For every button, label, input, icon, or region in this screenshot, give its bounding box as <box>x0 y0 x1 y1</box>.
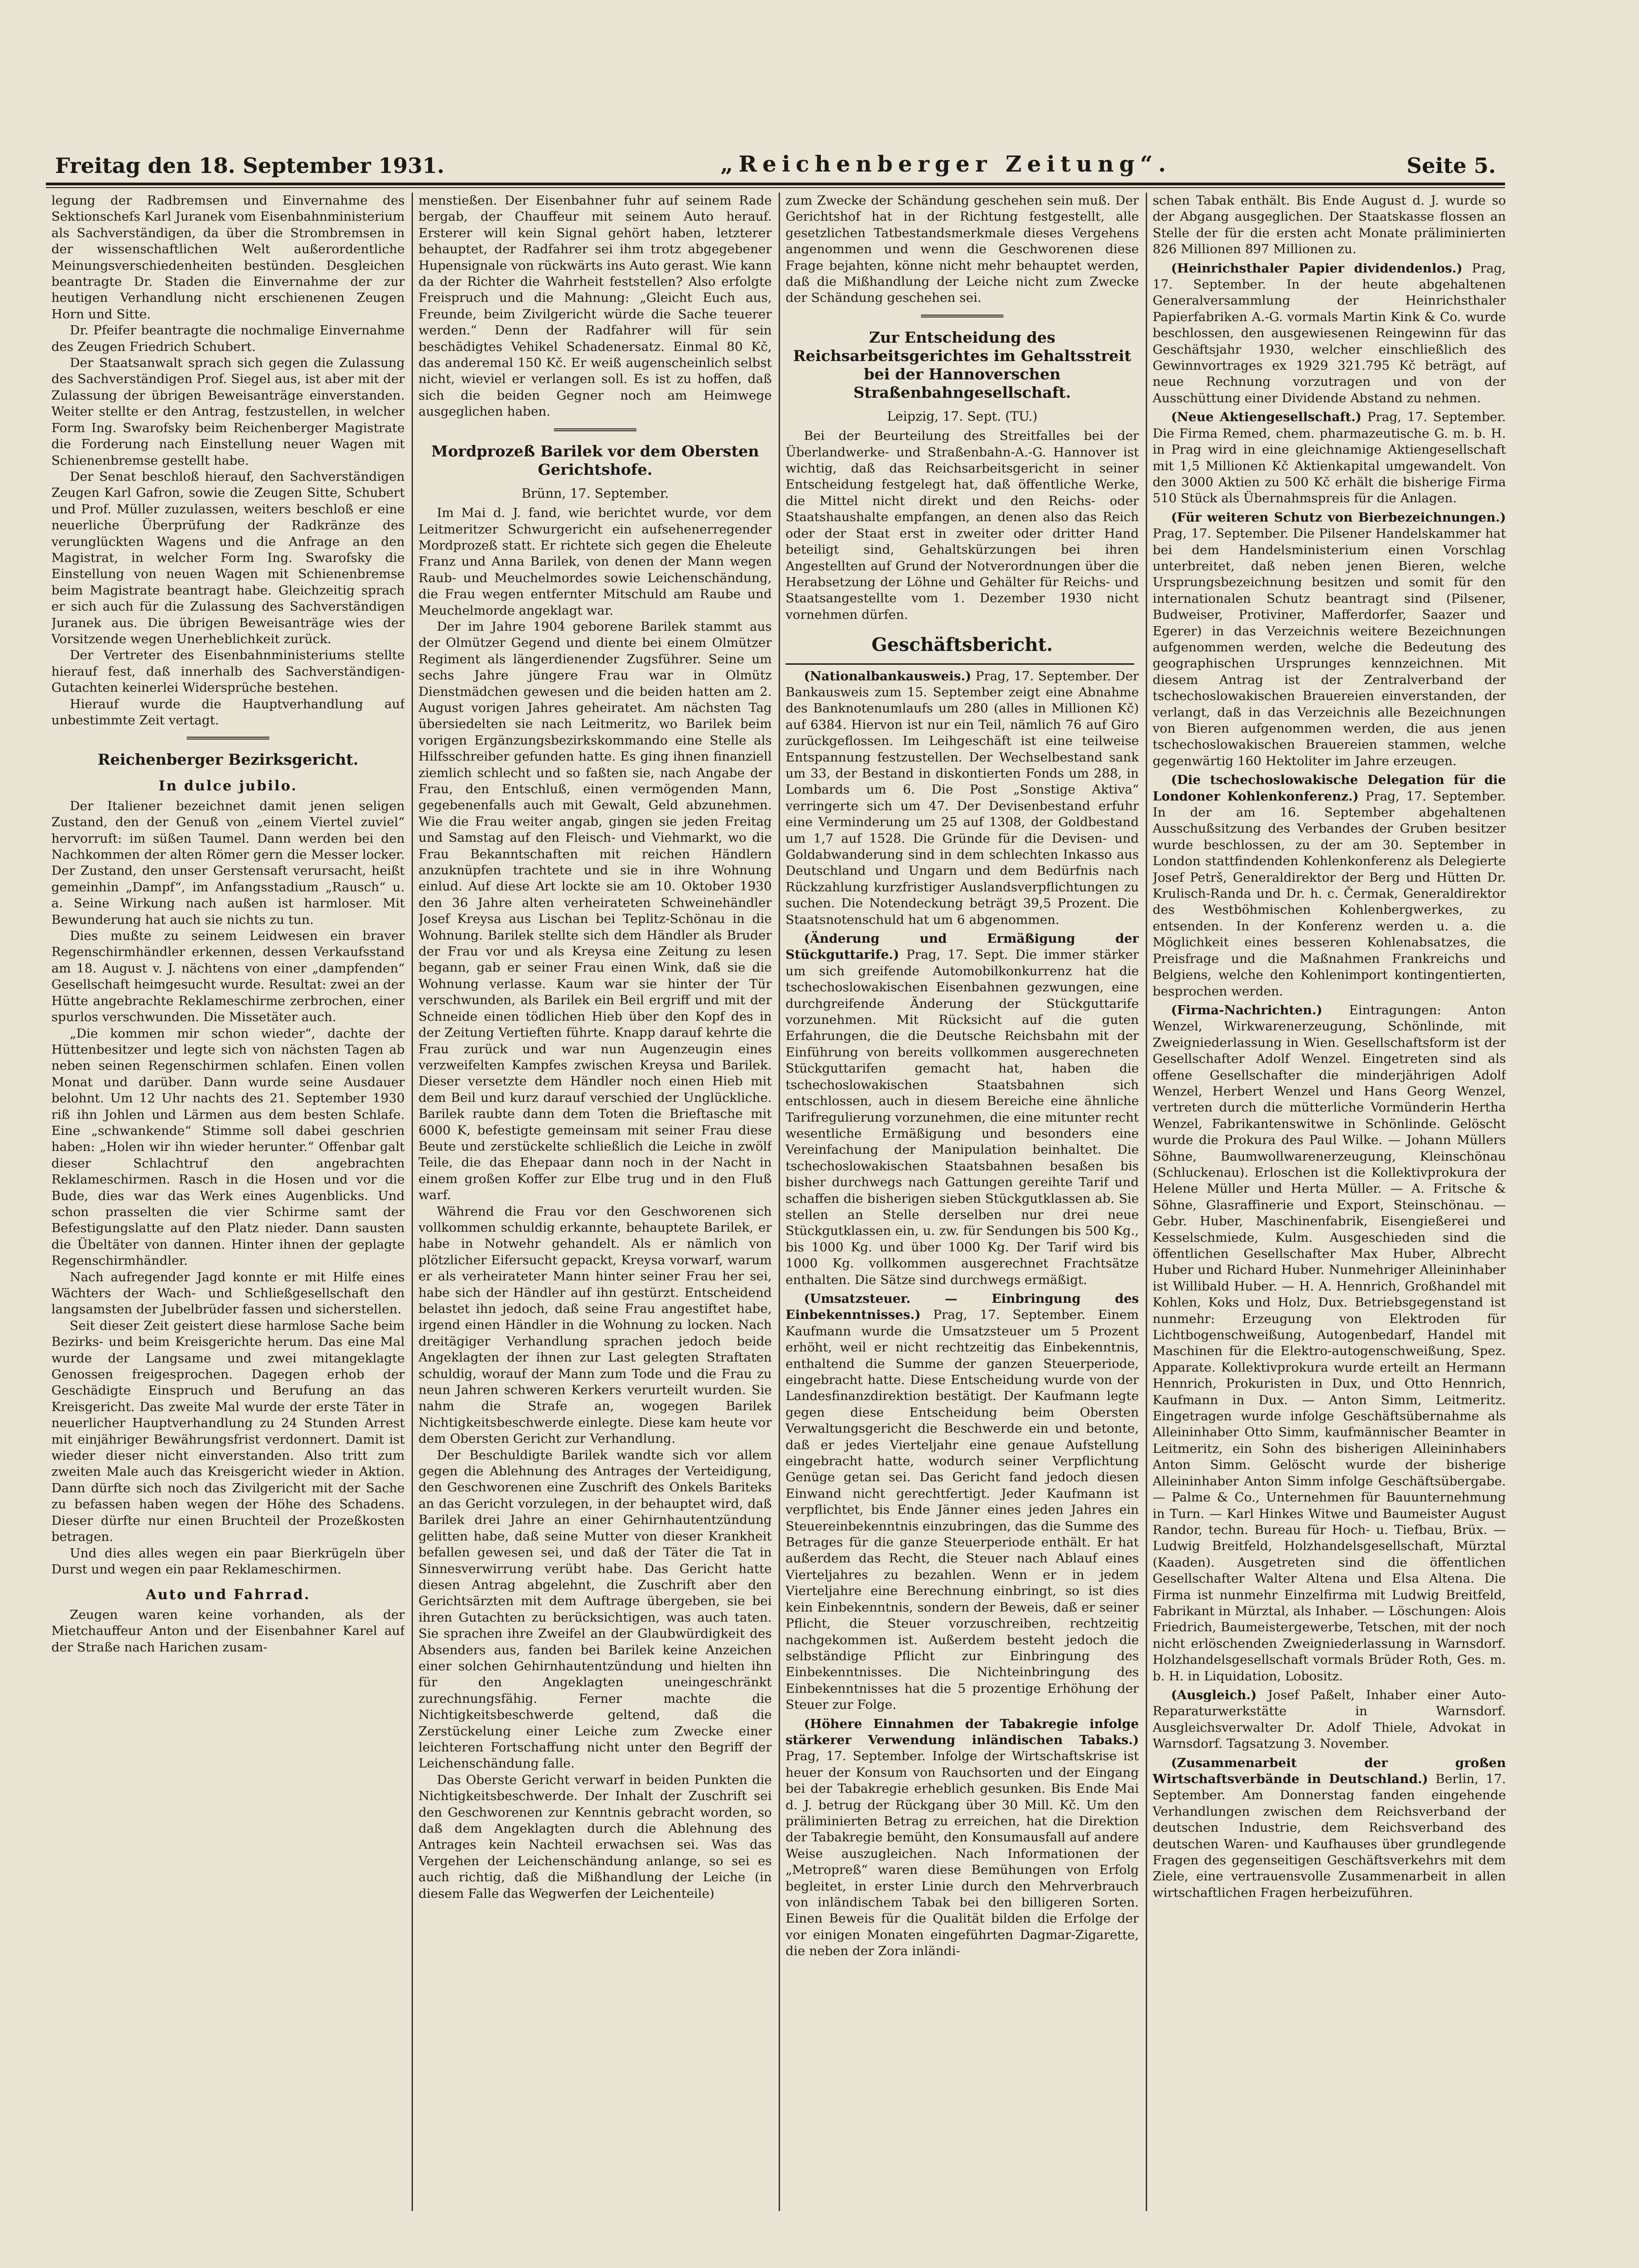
item-text: Berlin, 17. September. Am Donnerstag fanden eingehende Verhandlungen zwischen dem Reichsverband der deutschen Industrie, dem Reichsverband des deutschen Waren- und Kaufhauses über grundlegende Fragen des gegenseitigen Geschäftsverkehrs mit dem Ziele, eine vertrauensvolle Zusammenarbeit in allen wirtschaftlichen Fragen herbeizuführen. <box>1153 1772 1506 1900</box>
item-keyword: (Nationalbankausweis.) <box>804 668 971 684</box>
paragraph: Dies mußte zu seinem Leidwesen ein braver Regenschirmhändler erkennen, dessen Verkaufsstand am 18. August v. J. nächtens von einer „dampfenden“ Gesellschaft heimgesucht wurde. Resultat: zwei an der Hütte angebrachte Reklameschirme zerbrochen, einer spurlos verschwunden. Die Missetäter auch. <box>51 928 405 1025</box>
item-text: Prag, 17. September. In der heute abgehaltenen Generalversammlung der Heinrichsthaler Papierfabriken A.-G. vormals Martin Kink & Co. wurde beschlossen, den ausgewiesenen Reingewinn für das Geschäftsjahr 1930, welcher einschließlich des Gewinnvortrages ex 1929 321.795 Kč beträgt, auf neue Rechnung vorzutragen und von der Ausschüttung einer Dividende Abstand zu nehmen. <box>1153 261 1506 406</box>
item-keyword: (Änderung und Ermäßigung der Stückguttarife.) <box>786 931 1139 962</box>
item-keyword: (Für weiteren Schutz von Bierbezeichnungen.) <box>1171 510 1506 525</box>
paragraph: zum Zwecke der Schändung geschehen sein muß. Der Gerichtshof hat in der Richtung festgestellt, alle gesetzlichen Tatbestandsmerkmale dieses Vergehens angenommen und wenn die Geschworenen diese Frage bejahten, könne nicht mehr behauptet werden, daß die Mißhandlung der Leiche nicht zum Zwecke der Schändung geschehen sei. <box>786 193 1139 306</box>
news-item <box>1153 1687 1506 1752</box>
paragraph: Während die Frau vor den Geschworenen sich vollkommen schuldig erkannte, behauptete Barilek, er habe in Notwehr gehandelt. Als er nämlich von plötzlicher Eifersucht gepackt, Kreysa vorwarf, warum er als verheirateter Mann hinter seiner Frau her sei, habe sich der Händler auf ihn gestürzt. Entscheidend belastet ihn jedoch, daß seine Frau angestiftet habe, irgend einen Händler in die Wohnung zu locken. Nach dreitägiger Verhandlung sprachen jedoch beide Angeklagten der ihnen zur Last gelegten Straftaten schuldig, worauf der Mann zum Tode und die Frau zu neun Jahren schweren Kerkers verurteilt wurden. Sie nahm die Strafe an, wogegen Barilek Nichtigkeitsbeschwerde einlegte. Diese kam heute vor dem Obersten Gericht zur Verhandlung. <box>418 1204 772 1446</box>
column-divider <box>1146 193 1147 2211</box>
column-divider <box>412 193 413 2211</box>
paragraph: Der im Jahre 1904 geborene Barilek stammt aus der Olmützer Gegend und diente bei einem Olmützer Regiment als längerdienender Zugsführer. Seine um sechs Jahre jüngere Frau war in Olmütz Dienstmädchen gewesen und die beiden hatten am 2. August vorigen Jahres geheiratet. Am nächsten Tag übersiedelten sie nach Leitmeritz, wo Barilek beim vorigen Ergänzungsbezirkskommando eine Stelle als Hilfsschreiber gefunden hatte. Es ging ihnen finanziell ziemlich schlecht und so faßten sie, nach Angabe der Frau, den Entschluß, einen vermögenden Mann, gegebenenfalls auch mit Gewalt, Geld abzunehmen. Wie die Frau weiter angab, gingen sie jeden Freitag und Samstag auf den Fleisch- und Viehmarkt, wo die Frau Bekanntschaften mit reichen Händlern anzuknüpfen trachtete und sie in ihre Wohnung einlud. Auf diese Art lockte sie am 10. Oktober 1930 den 36 Jahre alten verheirateten Schweinehändler Josef Kreysa aus Lischan bei Teplitz-Schönau in die Wohnung. Barilek stellte sich dem Händler als Bruder der Frau vor und als Kreysa eine Zeitung zu lesen begann, gab er seiner Frau einen Wink, daß sie die Wohnung verlasse. Kaum war sie hinter der Tür verschwunden, als Barilek ein Beil ergriff und mit der Schneide einen tödlichen Hieb über den Kopf des in der Zeitung Vertieften führte. Knapp darauf kehrte die Frau zurück und war nun Augenzeugin eines verzweifelten Kampfes zwischen Kreysa und Barilek. Dieser versetzte dem Händler noch einen Hieb mit dem Beil und kurz darauf verschied der Unglückliche. Barilek raubte dann dem Toten die Brieftasche mit 6000 K, befestigte gemeinsam mit seiner Frau diese Beute und zerstückelte schließlich die Leiche in zwölf Teile, die das Ehepaar dann noch in der Nacht in einem großen Koffer zur Elbe trug und in den Fluß warf. <box>418 619 772 1203</box>
paragraph: Der Vertreter des Eisenbahnministeriums stellte hierauf fest, daß innerhalb des Sachverständigen-Gutachten keinerlei Widersprüche bestehen. <box>51 648 405 695</box>
item-text: Prag, 17. September. Der Bankausweis zum 15. September zeigt eine Abnahme des Banknotenumlaufs um 280 (alles in Millionen Kč) auf 6384. Hiervon ist nur ein Teil, nämlich 76 auf Giro zurückgeflossen. Im Leihgeschäft ist eine teilweise Entspannung festzustellen. Der Wechselbestand sank um 33, der Bestand in diskontierten Fonds um 288, in Lombards um 6. Die Post „Sonstige Aktiva“ verringerte sich um 47. Der Devisenbestand erfuhr eine Verminderung um 25 auf 1308, der Goldbestand um 1,7 auf 1528. Die Gründe für die Devisen- und Goldabwanderung sind in dem schlechten Inkasso aus Deutschland und Ungarn und dem Bedürfnis nach Rückzahlung kurzfristiger Auslandsverpflichtungen zu suchen. Die Notendeckung beträgt 39,5 Prozent. Die Staatsnotenschuld hat um 6 abgenommen. <box>786 668 1139 927</box>
item-text: Prag, 17. September. Infolge der Wirtschaftskrise ist heuer der Konsum von Rauchsorten und der Eingang bei der Tabakregie erheblich gesunken. Bis Ende Mai d. J. betrug der Rückgang über 30 Mill. Kč. Um den präliminierten Betrag zu erreichen, hat die Direktion der Tabakregie bemüht, den Konsumausfall auf andere Weise auszugleichen. Nach Informationen der „Metropreß“ waren diese Bemühungen von Erfolg begleitet, in erster Linie durch den Mehrverbrauch von inländischem Tabak bei den billigeren Sorten. Einen Beweis für die Qualität bilden die Erfolge der vor einigen Monaten eingeführten Dagmar-Zigarette, die neben der Zora inländi- <box>786 1749 1139 1959</box>
column-3 <box>786 193 1139 2211</box>
masthead-rule <box>46 183 1505 185</box>
news-item <box>1153 772 1506 1000</box>
news-item <box>1153 261 1506 407</box>
separator <box>554 428 636 431</box>
item-keyword: (Heinrichsthaler Papier dividendenlos.) <box>1171 261 1463 276</box>
column-2 <box>418 193 772 2211</box>
news-item <box>786 1716 1139 1960</box>
item-keyword: (Die tschechoslowakische Delegation für die Londoner Kohlenkonferenz.) <box>1153 773 1506 804</box>
issue-date: Freitag den 18. September 1931. <box>55 153 445 178</box>
paragraph: Das Oberste Gericht verwarf in beiden Punkten die Nichtigkeitsbeschwerde. Der Inhalt der Zuschrift sei den Geschworenen zur Kenntnis gebracht worden, so daß dem Angeklagten durch die Ablehnung des Antrages kein Nachteil erwachsen sei. Was das Vergehen der Leichenschändung anlange, so sei es auch richtig, daß die Mißhandlung der Leiche (in diesem Falle das Wegwerfen der Leichenteile) <box>418 1772 772 1901</box>
item-keyword: (Firma-Nachrichten.) <box>1171 1002 1322 1017</box>
article-title-auto-fahrrad: Auto und Fahrrad. <box>145 1587 311 1603</box>
news-item <box>786 668 1139 928</box>
separator <box>921 315 1003 317</box>
paragraph: Im Mai d. J. fand, wie berichtet wurde, vor dem Leitmeritzer Schwurgericht ein aufsehenerregender Mordprozeß statt. Er richtete sich gegen die Eheleute Franz und Anna Barilek, von denen der Mann wegen Raub- und Meuchelmordes sowie Leichenschändung, die Frau wegen entfernter Mitschuld am Raube und Meuchelmorde angeklagt war. <box>418 506 772 618</box>
paragraph: Der Italiener bezeichnet damit jenen seligen Zustand, den der Genuß von „einem Viertel zuviel“ hervorruft: im süßen Taumel. Dann werden bei den Nachkommen der alten Römer gern die Messer locker. Der Zustand, den unser Gerstensaft verursacht, heißt gemeinhin „Dampf“, im Anfangsstadium „Rausch“ u. a. Seine Wirkung nach außen ist harmloser. Mit Bewunderung hat auch sie nichts zu tun. <box>51 798 405 927</box>
section-heading-court: Reichenberger Bezirksgericht. <box>97 750 359 769</box>
paragraph: Dr. Pfeifer beantragte die nochmalige Einvernahme des Zeugen Friedrich Schubert. <box>51 323 405 354</box>
article-title-dulce-jubilo: In dulce jubilo. <box>158 778 298 795</box>
masthead <box>46 147 1505 183</box>
paragraph: Zeugen waren keine vorhanden, als der Mietchauffeur Anton und der Eisenbahner Karel auf der Straße nach Harichen zusam- <box>51 1607 405 1655</box>
news-item <box>1153 1002 1506 1684</box>
newspaper-title: „Reichenberger Zeitung“. <box>720 151 1171 177</box>
paragraph: Nach aufregender Jagd konnte er mit Hilfe eines Wächters der Wach- und Schließgesellschaft den langsamsten der Jubelbrüder fassen und sicherstellen. <box>51 1269 405 1317</box>
column-divider <box>779 193 780 2211</box>
paragraph: Hierauf wurde die Hauptverhandlung auf unbestimmte Zeit vertagt. <box>51 696 405 728</box>
item-text: Prag, 17. Sept. Die immer stärker um sich greifende Automobilkonkurrenz hat die tschechoslowakischen Eisenbahnen gezwungen, eine durchgreifende Änderung der Stückguttarife vorzunehmen. Mit Rücksicht auf die guten Erfahrungen, die die Deutsche Reichsbahn mit der Einführung von bereits vollkommen ausgerechneten Stückguttarifen gemacht hat, haben die tschechoslowakischen Staatsbahnen sich entschlossen, auch in diesem Bereiche eine ähnliche Tarifregulierung vorzunehmen, die eine mitunter recht wesentliche Ermäßigung und besonders eine Vereinfachung der Manipulation beinhaltet. Die tschechoslowakischen Staatsbahnen besaßen bis bisher durchwegs nach Gattungen gereihte Tarif und schaffen die bisherigen sieben Stückgutklassen ab. Sie stellen an Stelle derselben nur drei neue Stückgutklassen ein, u. zw. für Sendungen bis 500 Kg., bis 1000 Kg. und über 1000 Kg. Der Tarif wird bis 1000 Kg. vollkommen ausgerechnet Frachtsätze enthalten. Die Sätze sind durchwegs ermäßigt. <box>786 947 1139 1287</box>
article-headline-mordprozess: Mordprozeß Barilek vor dem Obersten Gerichtshofe. <box>431 442 759 478</box>
column-4 <box>1153 193 1506 2211</box>
paragraph: Der Staatsanwalt sprach sich gegen die Zulassung des Sachverständigen Prof. Siegel aus, ist aber mit der Zulassung der übrigen Beweisanträge einverstanden. Weiter stellte er den Antrag, festzustellen, in welcher Form Ing. Swarofsky beim Reichenberger Magistrate die Forderung nach Einstellung neuer Wagen mit Schienenbremse gestellt habe. <box>51 356 405 468</box>
news-item <box>1153 409 1506 506</box>
column-1 <box>51 193 405 2211</box>
paragraph: Bei der Beurteilung des Streitfalles bei der Überlandwerke- und Straßenbahn-A.-G. Hannover ist wichtig, daß das Reichsarbeitsgericht in seiner Entscheidung festgelegt hat, daß öffentliche Werke, die Mittel nicht direkt und den Reichs- oder Staatshaushalte empfangen, an denen also das Reich oder der Staat erst in zweiter oder dritter Hand beteiligt sind, Gehaltskürzungen bei ihren Angestellten auf Grund der Notverordnungen über die Herabsetzung der Löhne und Gehälter für Reichs- und Staatsangestellte vom 1. Dezember 1930 nicht vornehmen dürfen. <box>786 428 1139 622</box>
dateline: Brünn, 17. September. <box>521 485 669 501</box>
item-text: Prag, 17. September. Die Pilsener Handelskammer hat bei dem Handelsministerium einen Vorschlag unterbreitet, daß neben jenen Bieren, welche Ursprungsbezeichnung besitzen und somit für den internationalen Schutz beantragt sind (Pilsener, Budweiser, Protiviner, Mafferdorfer, Saazer und Egerer) in das Verzeichnis weitere Bezeichnungen aufgenommen werden, welche die Bedeutung des geographischen Ursprunges kennzeichnen. Mit diesem Antrag ist der Zentralverband der tschechoslowakischen Brauereien einverstanden, der verlangt, daß in das Verzeichnis alle Bezeichnungen von Bieren aufgenommen werden, die aus jenen tschechoslowakischen Brauereien stammen, welche gegenwärtig 160 Hektoliter im Jahre erzeugen. <box>1153 526 1506 768</box>
dateline: Leipzig, 17. Sept. (TU.) <box>886 408 1038 424</box>
paragraph: legung der Radbremsen und Einvernahme des Sektionschefs Karl Juranek vom Eisenbahnministerium als Sachverständigen, da über die Strombremsen in der wissenschaftlichen Welt außerordentliche Meinungsverschiedenheiten bestünden. Desgleichen beantragte Dr. Staden die Einvernahme der zur heutigen Verhandlung nicht erschienenen Zeugen Horn und Sitte. <box>51 193 405 322</box>
paragraph: Der Senat beschloß hierauf, den Sachverständigen Zeugen Karl Gafron, sowie die Zeugen Sitte, Schubert und Prof. Müller zuzulassen, weiters beschloß er eine neuerliche Überprüfung der Radkränze des verunglückten Wagens und die Anfrage an den Magistrat, in welcher Form Ing. Swarofsky die Einstellung von neuen Wagen mit Schienenbremse beim Magistrate beantragt habe. Gleichzeitig sprach er sich auch für die Zulassung des Sachverständigen Juranek aus. Die übrigen Beweisanträge wies der Vorsitzende wegen Unerheblichkeit zurück. <box>51 469 405 646</box>
item-text: Prag, 17. September. In der am 16. September abgehaltenen Ausschußsitzung des Verbandes der Gruben besitzer wurde beschlossen, zu der am 30. September in London stattfindenden Kohlenkonferenz als Delegierte Josef Petrš, Generaldirektor der Berg und Hütten Dr. Krulisch-Randa und Dr. h. c. Čermak, Generaldirektor des Westböhmischen Kohlenbergwerkes, zu entsenden. In der Konferenz werden u. a. die Möglichkeit eines besseren Kohlenabsatzes, die Preisfrage und die Maßnahmen Frankreichs und Belgiens, welche den Kohlenimport kontingentierten, besprochen werden. <box>1153 789 1506 999</box>
item-keyword: (Zusammenarbeit der großen Wirtschaftsverbände in Deutschland.) <box>1153 1755 1506 1786</box>
masthead-rule-thin <box>46 187 1505 188</box>
item-keyword: (Umsatzsteuer. — Einbringung des Einbekenntnisses.) <box>786 1291 1139 1323</box>
paragraph: schen Tabak enthält. Bis Ende August d. J. wurde so der Abgang ausgeglichen. Der Staatskasse flossen an Stelle der für die ersten acht Monate präliminierten 826 Millionen 897 Millionen zu. <box>1153 193 1506 257</box>
item-keyword: (Ausgleich.) <box>1171 1687 1257 1702</box>
section-heading-business-report: Geschäftsbericht. <box>871 634 1053 656</box>
item-text: Josef Paßelt, Inhaber einer Auto-Reparaturwerkstätte in Warnsdorf. Ausgleichsverwalter Dr. Adolf Thiele, Advokat in Warnsdorf. Tagsatzung 3. November. <box>1153 1687 1506 1751</box>
news-item <box>786 1291 1139 1713</box>
item-keyword: (Höhere Einnahmen der Tabakregie infolge stärkerer Verwendung inländischen Tabaks.) <box>786 1716 1139 1747</box>
separator <box>187 737 269 739</box>
item-keyword: (Neue Aktiengesellschaft.) <box>1171 410 1362 425</box>
paragraph: Seit dieser Zeit geistert diese harmlose Sache beim Bezirks- und beim Kreisgerichte herum. Das eine Mal wurde der Langsame und zwei mitangeklagte Genossen freigesprochen. Dagegen erhob der Geschädigte Einspruch und Berufung an das Kreisgericht. Das zweite Mal wurde der erste Täter in neuerlicher Hauptverhandlung zu 24 Stunden Arrest mit einjähriger Bewährungsfrist verdonnert. Damit ist wieder dieser nicht einverstanden. Also tritt zum zweiten Male auch das Kreisgericht wieder in Aktion. Dann dürfte sich noch das Zivilgericht mit der Sache zu befassen haben wegen der Höhe des Schadens. Dieser dürfte nur einen Bruchteil der Prozeßkosten betragen. <box>51 1318 405 1545</box>
news-item <box>786 931 1139 1288</box>
paragraph: Und dies alles wegen ein paar Bierkrügeln über Durst und wegen ein paar Reklameschirmen. <box>51 1545 405 1577</box>
item-text: Prag, 17. September. Einem Kaufmann wurde die Umsatzsteuer um 5 Prozent erhöht, weil er nicht rechtzeitig das Einbekenntnis, enthaltend die Summe der ganzen Steuerperiode, eingebracht hatte. Diese Entscheidung wurde von der Landesfinanzdirektion bestätigt. Der Kaufmann legte gegen diese Entscheidung beim Obersten Verwaltungsgericht die Beschwerde ein und betonte, daß er jedes Vierteljahr eine genaue Aufstellung eingebracht hatte, wodurch seiner Verpflichtung Genüge getan sei. Das Gericht fand jedoch diesen Einwand nicht gerechtfertigt. Jeder Kaufmann ist verpflichtet, bis Ende Jänner eines jeden Jahres ein Steuereinbekenntnis einzubringen, das die Summe des Betrages für die ganze Steuerperiode enthält. Er hat außerdem das Recht, die Steuer nach Ablauf eines Vierteljahres zu bezahlen. Wenn er in jedem Vierteljahre eine Berechnung einbringt, so ist dies kein Einbekenntnis, sondern der Beweis, daß er seiner Pflicht, die Steuer vorzuschreiben, rechtzeitig nachgekommen ist. Außerdem besteht jedoch die selbständige Pflicht zur Einbringung des Einbekenntnisses. Die Nichteinbringung des Einbekenntnisses hat die 5 prozentige Erhöhung der Steuer zur Folge. <box>786 1307 1139 1712</box>
article-headline-reichsarbeitsgericht: Zur Entscheidung des Reichsarbeitsgerichtes im Gehaltsstreit bei der Hannoverschen Straßenbahngesellschaft. <box>793 328 1132 401</box>
page-number: Seite 5. <box>1406 153 1496 178</box>
item-text: Eintragungen: Anton Wenzel, Wirkwarenerzeugung, Schönlinde, mit Zweigniederlassung in Wien. Gesellschaftsform ist der Gesellschafter Adolf Wenzel. Eingetreten sind als offene Gesellschafter die minderjährigen Adolf Wenzel, Herbert Wenzel und Hans Georg Wenzel, vertreten durch die mütterliche Vormünderin Hertha Wenzel, Fabrikantenswitwe in Schönlinde. Gelöscht wurde die Prokura des Paul Wilke. — Johann Müllers Söhne, Baumwollwarenerzeugung, Kleinschönau (Schluckenau). Erloschen ist die Kollektivprokura der Helene Müller und Herta Müller. — A. Fritsche & Söhne, Glasraffinerie und Export, Steinschönau. — Gebr. Huber, Maschinenfabrik, Eisengießerei und Kesselschmiede, Kulm. Ausgeschieden sind die öffentlichen Gesellschafter Max Huber, Albrecht Huber und Richard Huber. Nunmehriger Alleininhaber ist Willibald Huber. — H. A. Hennrich, Großhandel mit Kohlen, Koks und Holz, Dux. Betriebsgegenstand ist nunmehr: Erzeugung von Elektroden für Lichtbogenschweißung, Autogenbedarf, Handel mit Maschinen für die Elektro-autogenschweißung, Spez. Apparate. Kollektivprokura wurde erteilt an Hermann Hennrich, Prokuristen in Dux, und Otto Hennrich, Kaufmann in Dux. — Anton Simm, Leitmeritz. Eingetragen wurde infolge Geschäftsübernahme als Alleininhaber Otto Simm, kaufmännischer Beamter in Leitmeritz, ein Sohn des bisherigen Alleininhabers Anton Simm. Gelöscht wurde der bisherige Alleininhaber Anton Simm infolge Geschäftsübergabe. — Palme & Co., Unternehmen für Bauunternehmung in Turn. — Karl Hinkes Witwe und Baumeister August Randor, techn. Bureau für Hoch- u. Tiefbau, Brüx. — Ludwig Breitfeld, Holzhandelsgesellschaft, Mürztal (Kaaden). Ausgetreten sind die öffentlichen Gesellschafter Walter Altena und Elsa Altena. Die Firma ist nunmehr Einzelfirma mit Ludwig Breitfeld, Fabrikant in Mürztal, als Inhaber. — Löschungen: Alois Friedrich, Baumeistergewerbe, Tetschen, mit der noch nicht erlöschenden Zweigniederlassung in Warnsdorf. Holzhandelsgesellschaft vormals Brüder Roth, Ges. m. b. H. in Liquidation, Lobositz. <box>1153 1002 1506 1684</box>
paragraph: menstießen. Der Eisenbahner fuhr auf seinem Rade bergab, der Chauffeur mit seinem Auto herauf. Ersterer will kein Signal gehört haben, letzterer behauptet, der Radfahrer sei ihm trotz abgegebener Hupensignale von rückwärts ins Auto gerast. Wie kann da der Richter die Wahrheit feststellen? Also erfolgte Freispruch und die Mahnung: „Gleicht Euch aus, Freunde, beim Zivilgericht würde die Sache teuerer werden.“ Denn der Radfahrer will für sein beschädigtes Vehikel Schadenersatz. Einmal 80 Kč, das anderemal 150 Kč. Er weiß augenscheinlich selbst nicht, wieviel er verlangen soll. Es ist zu hoffen, daß sich die beiden Gegner noch am Heimwege ausgeglichen haben. <box>418 193 772 419</box>
paragraph: „Die kommen mir schon wieder“, dachte der Hüttenbesitzer und legte sich von nächsten Tagen ab neben seinen Regenschirmen schlafen. Einen vollen Monat und darüber. Dann wurde seine Ausdauer belohnt. Um 12 Uhr nachts des 21. September 1930 riß ihn Johlen und Lärmen aus dem besten Schlafe. Eine „schwankende“ Stimme soll dabei geschrien haben: „Holen wir ihn wieder herunter.“ Offenbar galt dieser Schlachtruf den angebrachten Reklameschirmen. Rasch in die Hosen und vor die Bude, dies war das Werk eines Augenblicks. Und schon prasselten die vier Schirme samt der Befestigungslatte auf den Platz nieder. Dann sausten die Übeltäter von dannen. Hinter ihnen der geplagte Regenschirmhändler. <box>51 1026 405 1268</box>
paragraph: Der Beschuldigte Barilek wandte sich vor allem gegen die Ablehnung des Antrages der Verteidigung, den Geschworenen eine Zuschrift des Onkels Bariteks an das Gericht vorzulegen, in der behauptet wird, daß Barilek drei Jahre an einer Gehirnhautentzündung gelitten habe, daß seine Mutter von dieser Krankheit befallen gewesen sei, und daß der Täter die Tat in Sinnesverwirrung verübt habe. Das Gericht hatte diesen Antrag abgelehnt, die Zuschrift aber den Gerichtsärzten mit dem Auftrage übergeben, sie bei ihren Gutachten zu berücksichtigen, was auch taten. Sie sprachen ihre Zweifel an der Glaubwürdigkeit des Absenders aus, fanden bei Barilek keine Anzeichen einer solchen Gehirnhautentzündung und hielten ihn für den Angeklagten uneingeschränkt zurechnungsfähig. Ferner machte die Nichtigkeitsbeschwerde geltend, daß die Zerstückelung einer Leiche zum Zwecke einer leichteren Fortschaffung nicht unter den Begriff der Leichenschändung falle. <box>418 1447 772 1771</box>
section-rule <box>786 663 1134 665</box>
item-text: Prag, 17. September. Die Firma Remed, chem. pharmazeutische G. m. b. H. in Prag wird in eine gleichnamige Aktiengesellschaft mit 1,5 Millionen Kč Aktienkapital umgewandelt. Von den 3000 Aktien zu 500 Kč erhält die bisherige Firma 510 Stück als Übernahmspreis für die Anlagen. <box>1153 410 1506 506</box>
news-item <box>1153 510 1506 770</box>
news-item <box>1153 1755 1506 1901</box>
